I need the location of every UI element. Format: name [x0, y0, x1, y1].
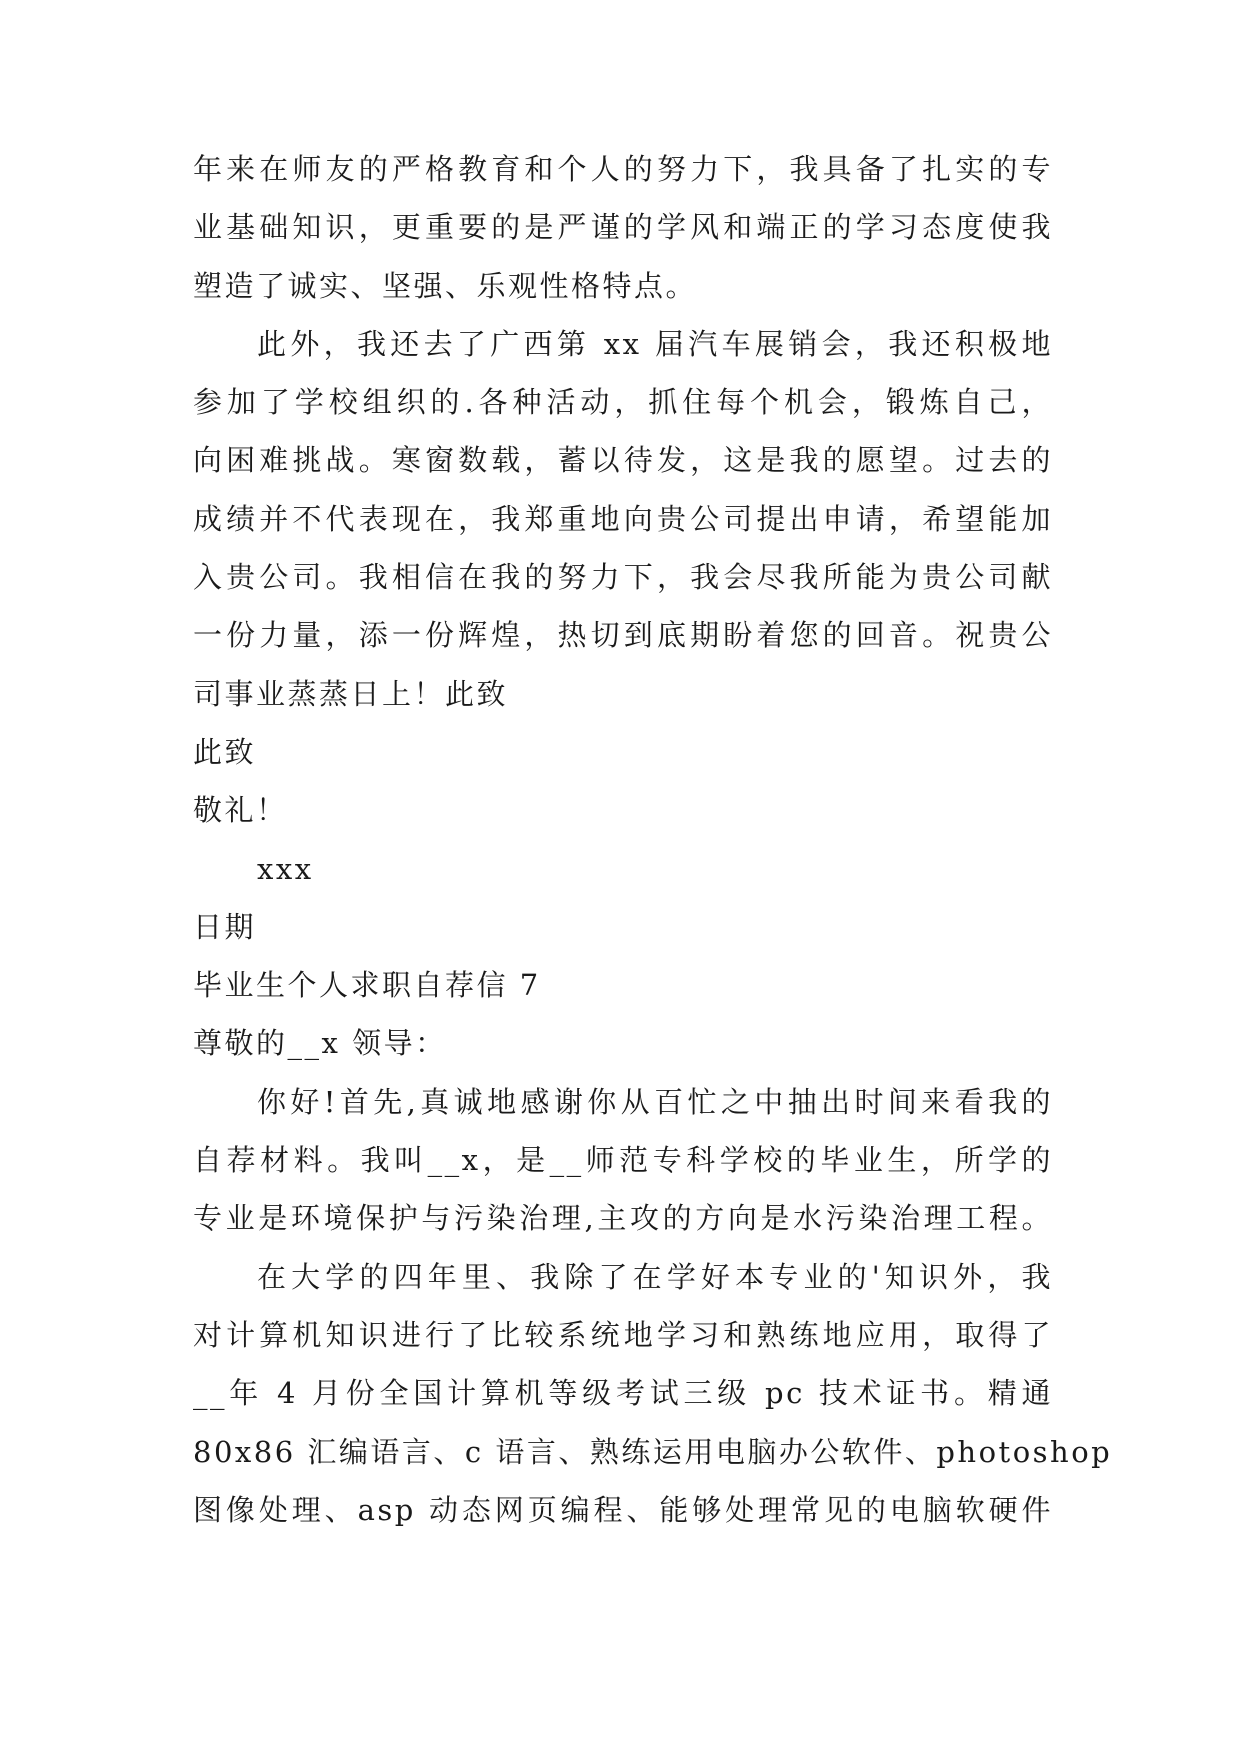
text-line: __年 4 月份全国计算机等级考试三级 pc 技术证书。精通 — [193, 1376, 1053, 1411]
text-line: 在大学的四年里、我除了在学好本专业的'知识外，我 — [257, 1259, 1053, 1294]
text-line: 你好!首先,真诚地感谢你从百忙之中抽出时间来看我的 — [257, 1084, 1053, 1119]
document-page — [193, 140, 1113, 1539]
text-line: 80x86 汇编语言、c 语言、熟练运用电脑办公软件、photoshop — [193, 1434, 1113, 1469]
text-line: 此外，我还去了广西第 xx 届汽车展销会，我还积极地 — [257, 326, 1053, 361]
text-line: xxx — [257, 851, 314, 886]
text-line: 毕业生个人求职自荐信 7 — [193, 968, 541, 1003]
text-line: 年来在师友的严格教育和个人的努力下，我具备了扎实的专 — [193, 152, 1053, 186]
text-line: 塑造了诚实、坚强、乐观性格特点。 — [193, 268, 698, 303]
text-line: 参加了学校组织的.各种活动，抓住每个机会，锻炼自己， — [193, 385, 1053, 420]
text-line: 成绩并不代表现在，我郑重地向贵公司提出申请，希望能加 — [193, 501, 1053, 536]
text-line: 业基础知识，更重要的是严谨的学风和端正的学习态度使我 — [193, 210, 1053, 245]
text-line: 司事业蒸蒸日上！此致 — [193, 676, 509, 711]
text-line: 向困难挑战。寒窗数载，蓄以待发，这是我的愿望。过去的 — [193, 443, 1053, 478]
text-line: 专业是环境保护与污染治理,主攻的方向是水污染治理工程。 — [193, 1201, 1053, 1236]
text-line: 日期 — [193, 909, 257, 944]
text-line: 一份力量，添一份辉煌，热切到底期盼着您的回音。祝贵公 — [193, 618, 1053, 653]
text-line: 此致 — [193, 734, 257, 769]
text-line: 敬礼！ — [193, 793, 288, 828]
text-line: 图像处理、asp 动态网页编程、能够处理常见的电脑软硬件 — [193, 1492, 1053, 1527]
text-line: 尊敬的__x 领导： — [193, 1026, 447, 1061]
text-line: 自荐材料。我叫__x，是__师范专科学校的毕业生，所学的 — [193, 1143, 1053, 1178]
text-line: 对计算机知识进行了比较系统地学习和熟练地应用，取得了 — [193, 1317, 1053, 1352]
text-line: 入贵公司。我相信在我的努力下，我会尽我所能为贵公司献 — [193, 560, 1053, 595]
